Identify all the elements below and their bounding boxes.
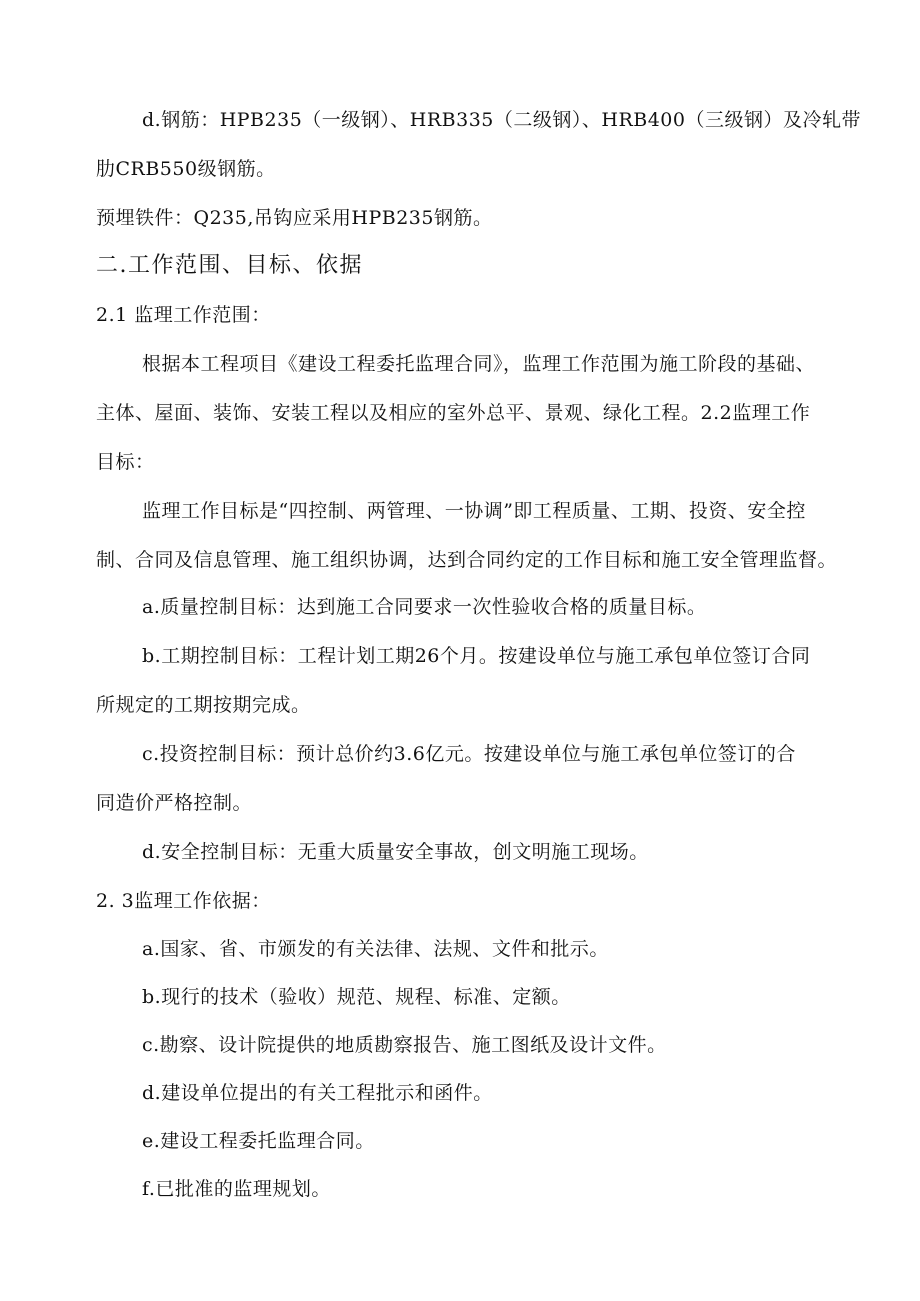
basis-item-e: e.建设工程委托监理合同。	[142, 1130, 375, 1152]
scope-paragraph-line-3: 目标：	[96, 451, 155, 473]
safety-goal-line: d.安全控制目标：无重大质量安全事故，创文明施工现场。	[142, 841, 649, 863]
investment-goal-line-1: c.投资控制目标：预计总价约3.6亿元。按建设单位与施工承包单位签订的合	[142, 743, 796, 765]
steel-materials-line-1: d.钢筋：HPB235（一级钢）、HRB335（二级钢）、HRB400（三级钢）及冷轧带	[142, 109, 861, 131]
basis-item-b: b.现行的技术（验收）规范、规程、标准、定额。	[142, 986, 571, 1008]
basis-item-a: a.国家、省、市颁发的有关法律、法规、文件和批示。	[142, 938, 609, 960]
basis-item-f: f.已批准的监理规划。	[142, 1178, 331, 1200]
section-heading: 二.工作范围、目标、依据	[96, 253, 363, 278]
scope-paragraph-line-1: 根据本工程项目《建设工程委托监理合同》，监理工作范围为施工阶段的基础、	[142, 353, 816, 375]
subsection-heading-2-3: 2. 3监理工作依据：	[96, 890, 271, 912]
quality-goal-line: a.质量控制目标：达到施工合同要求一次性验收合格的质量目标。	[142, 596, 707, 618]
investment-goal-line-2: 同造价严格控制。	[96, 792, 253, 814]
scope-paragraph-line-2: 主体、屋面、装饰、安装工程以及相应的室外总平、景观、绿化工程。2.2监理工作	[96, 402, 811, 424]
schedule-goal-line-2: 所规定的工期按期完成。	[96, 694, 311, 716]
schedule-goal-line-1: b.工期控制目标：工程计划工期26个月。按建设单位与施工承包单位签订合同	[142, 645, 811, 667]
goal-paragraph-line-2: 制、合同及信息管理、施工组织协调，达到合同约定的工作目标和施工安全管理监督。	[96, 549, 838, 571]
steel-materials-line-2: 肋CRB550级钢筋。	[96, 158, 276, 180]
embedded-parts-line: 预埋铁件：Q235,吊钩应采用HPB235钢筋。	[96, 207, 493, 229]
subsection-heading-2-1: 2.1 监理工作范围：	[96, 304, 271, 326]
basis-item-d: d.建设单位提出的有关工程批示和函件。	[142, 1082, 493, 1104]
basis-item-c: c.勘察、设计院提供的地质勘察报告、施工图纸及设计文件。	[142, 1034, 667, 1056]
goal-paragraph-line-1: 监理工作目标是“四控制、两管理、一协调”即工程质量、工期、投资、安全控	[142, 500, 806, 522]
